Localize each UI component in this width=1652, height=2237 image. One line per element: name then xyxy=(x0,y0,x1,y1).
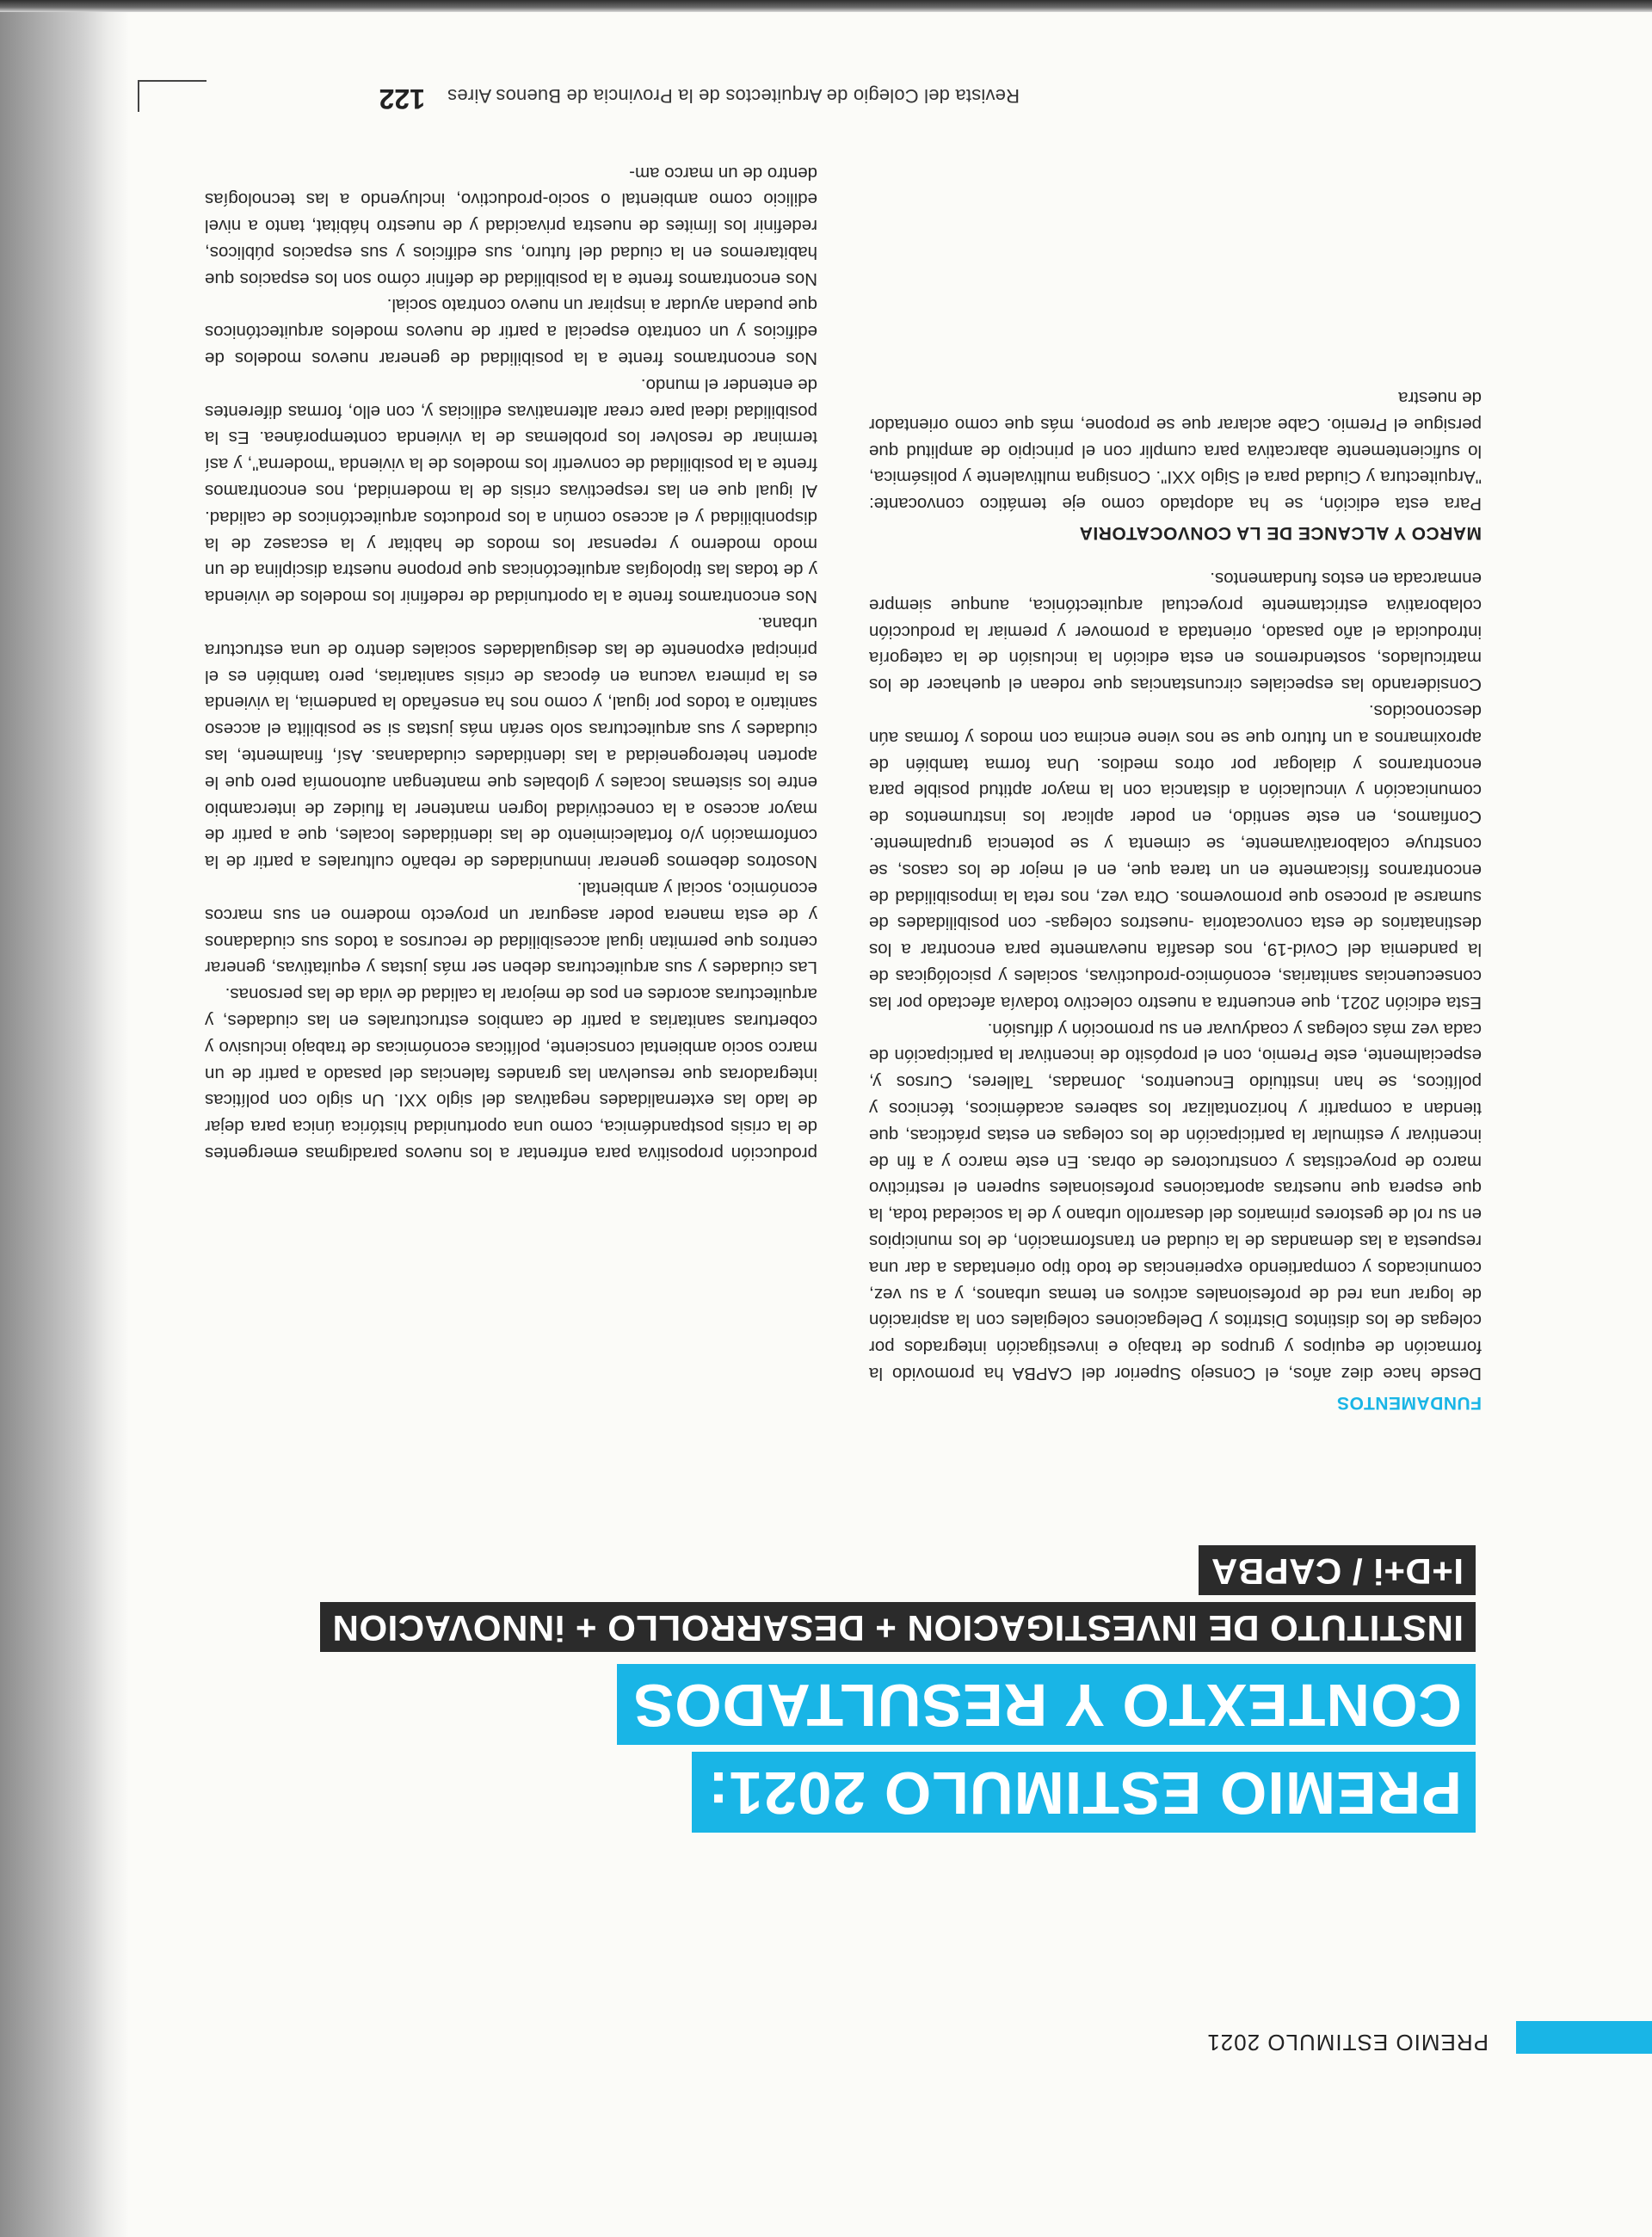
title-line-1: PREMIO ESTIMULO 2021: xyxy=(692,1752,1476,1833)
subtitle-line-1: INSTITUTO DE INVESTIGACION + DESARROLLO + iNNOVACION xyxy=(320,1602,1476,1652)
header-rule xyxy=(138,80,206,82)
fundamentos-paragraph-2: Esta edición 2021, que encuentra a nuestro colectivo todavía afectado por las consecuencias sanitarias, económico-productivas, sociales y psicológicas de la pandemia del Covid-19, nos desafía nuevamente para encontrar a los destinatarios de esta convocatoria -nuestros colegas- con posibilidades de sumarse al proceso que promovemos. Otra vez, nos reta la imposibilidad de encontrarnos físicamente en un tarea que, en el mejor de los casos, se construye colaborativamente, se cimenta y se potencia grupalmente. Confiamos, en este sentido, en poder aplicar los instrumentos de comunicación y vinculación a distancia con la mayor aptitud posible para encontrarnos y dialogar por otros medios. Una forma también de aproximarnos a un futuro que se nos viene encima con modos y formas aún desconocidos. xyxy=(869,701,1482,1013)
marco-heading: MARCO Y ALCANCE DE LA CONVOCATORIA xyxy=(1079,523,1482,544)
header-tick xyxy=(138,81,139,112)
fundamentos-paragraph-3: Considerando las especiales circunstancias que rodean el quehacer de los matriculados, sostendremos en esta edición la inclusión de la categoría introducida el año pasado, orientada a promover y premiar la producción colaborativa estrictamente proyectual arquitectónica, aunque siempre enmarcada en estos fundamentos. xyxy=(869,569,1482,695)
left-column xyxy=(869,384,1482,1415)
fundamentos-paragraph-1: Desde hace diez años, el Consejo Superior del CAPBA ha promovido la formación de equipos y grupos de trabajo e investigación integrados por colegas de los distintos Distritos y Delegaciones colegiales con la aspiración de lograr una red de profesionales activos en temas urbanos, y a su vez, comunicados y compartiendo experiencias de todo tipo orientadas a dar una respuesta a las demandas de la ciudad en transformación, de los municipios en su rol de gestores primarios del desarrollo urbano y de la sociedad toda, la que espera que nuestras aportaciones profesionales superen el restrictivo marco de proyectistas y constructores de obras. En este marco y a fin de incentivar y estimular la participación de los colegas en estas prácticas, que tiendan a compartir y horizontalizar los saberes académicos, técnicos y políticos, se han instituido Encuentros, Jornadas, Talleres, Cursos y, especialmente, este Premio, con el propósito de incentivar la participación de cada vez más colegas y coadyuvar en su promoción y difusión. xyxy=(869,1019,1482,1383)
footer-accent-bar xyxy=(1516,2021,1652,2054)
subtitle-line-2: I+D+i / CAPBA xyxy=(1199,1545,1476,1595)
scan-top-edge xyxy=(0,0,1652,12)
running-header xyxy=(159,83,1020,114)
right-column xyxy=(205,159,817,1166)
right-paragraph-5: Nos encontramos frente a la posibilidad de generar nuevos modelos de edificios y un contrato especial a partir de nuevos modelos arquitectónicos que puedan ayudar a inspirar un nuevo contrato social. xyxy=(205,295,817,369)
right-paragraph-3: Nosotros debemos generar inmunidades de rebaño culturales a partir de la conformación y/o fortalecimiento de las identidades locales, que a partir de mayor acceso a la conectividad logren mantener la fluidez de intercambio entre los sistemas locales y globales que mantengan autonomía pero que le aporten heterogeneidad a las identidades ciudadanas. Así, finalmente, las ciudades y sus arquitecturas solo serán más justas si se posibilita el acceso sanitario a todos por igual, y como nos ha enseñado la pandemia, la vivienda es la primera vacuna en épocas de crisis sanitarias, pero también es el principal exponente de las desigualdades sociales dentro de una estructura urbana. xyxy=(205,613,817,872)
right-paragraph-6: Nos encontramos frente a la posibilidad de definir cómo son los espacios que habitaremos en la ciudad del futuro, sus edificios y sus espacios públicos, redefinir los límites de nuestra privacidad y de nuestro hábitat, tanto a nivel edilicio como ambiental o socio-productivo, incluyendo a las tecnologías dentro de un marco am- xyxy=(205,163,817,289)
right-paragraph-4: Nos encontramos frente a la oportunidad de redefinir los modelos de vivienda y de todas las tipologías arquitectónicas que propone nuestra disciplina de un modo moderno y repensar los modos de habitar y la escasez de la disponibilidad y el acceso común a los productos arquitectónicos de calidad. Al igual que en las respectivas crisis de la modernidad, nos encontramos frente a la posibilidad de convertir los modelos de la vivienda "moderna", y así terminar de resolver los problemas de la vivienda contemporánea. Es la posibilidad ideal pare crear alternativas edilicias y, con ello, formas diferentes de entender el mundo. xyxy=(205,374,817,607)
title-line-2: CONTEXTO Y RESULTADOS xyxy=(617,1664,1476,1745)
page-number: 122 xyxy=(379,83,425,114)
fundamentos-heading: FUNDAMENTOS xyxy=(1336,1393,1482,1413)
right-paragraph-1: producción propositiva para enfrentar a los nuevos paradigmas emergentes de la crisis postpandémica, como una oportunidad histórica única para dejar de lado las externalidades negativas del siglo XXI. Un siglo con políticas integradoras que resuelvan las grandes falencias del pasado a partir de un marco socio ambiental consciente, políticas económicas de trabajo inclusivo y coberturas sanitarias a partir de cambios estructurales en las ciudades, y arquitecturas acordes en pos de mejorar la calidad de vida de las personas. xyxy=(205,984,817,1163)
right-paragraph-2: Las ciudades y sus arquitecturas deben ser más justas y equitativas, generar centros que permitan igual accesibilidad de recursos a todos sus ciudadanos y de esta manera poder asegurar un proyecto moderno en sus marcos económico, social y ambiental. xyxy=(205,878,817,978)
binding-shadow xyxy=(0,0,129,2237)
title-block xyxy=(320,1545,1476,1833)
magazine-name: Revista del Colegio de Arquitectos de la Provincia de Buenos Aires xyxy=(447,85,1020,107)
footer-label: PREMIO ESTIMULO 2021 xyxy=(1206,2030,1489,2055)
marco-paragraph-1: Para esta edición, se ha adoptado como eje temático convocante: "Arquitectura y Ciudad para el Siglo XXI". Consigna multivalente y polisémica, lo suficientemente abarcativa para cumplir con el principio de amplitud que persigue el Premio. Cabe aclarar que se propone, más que como orientador de nuestra xyxy=(869,388,1482,515)
